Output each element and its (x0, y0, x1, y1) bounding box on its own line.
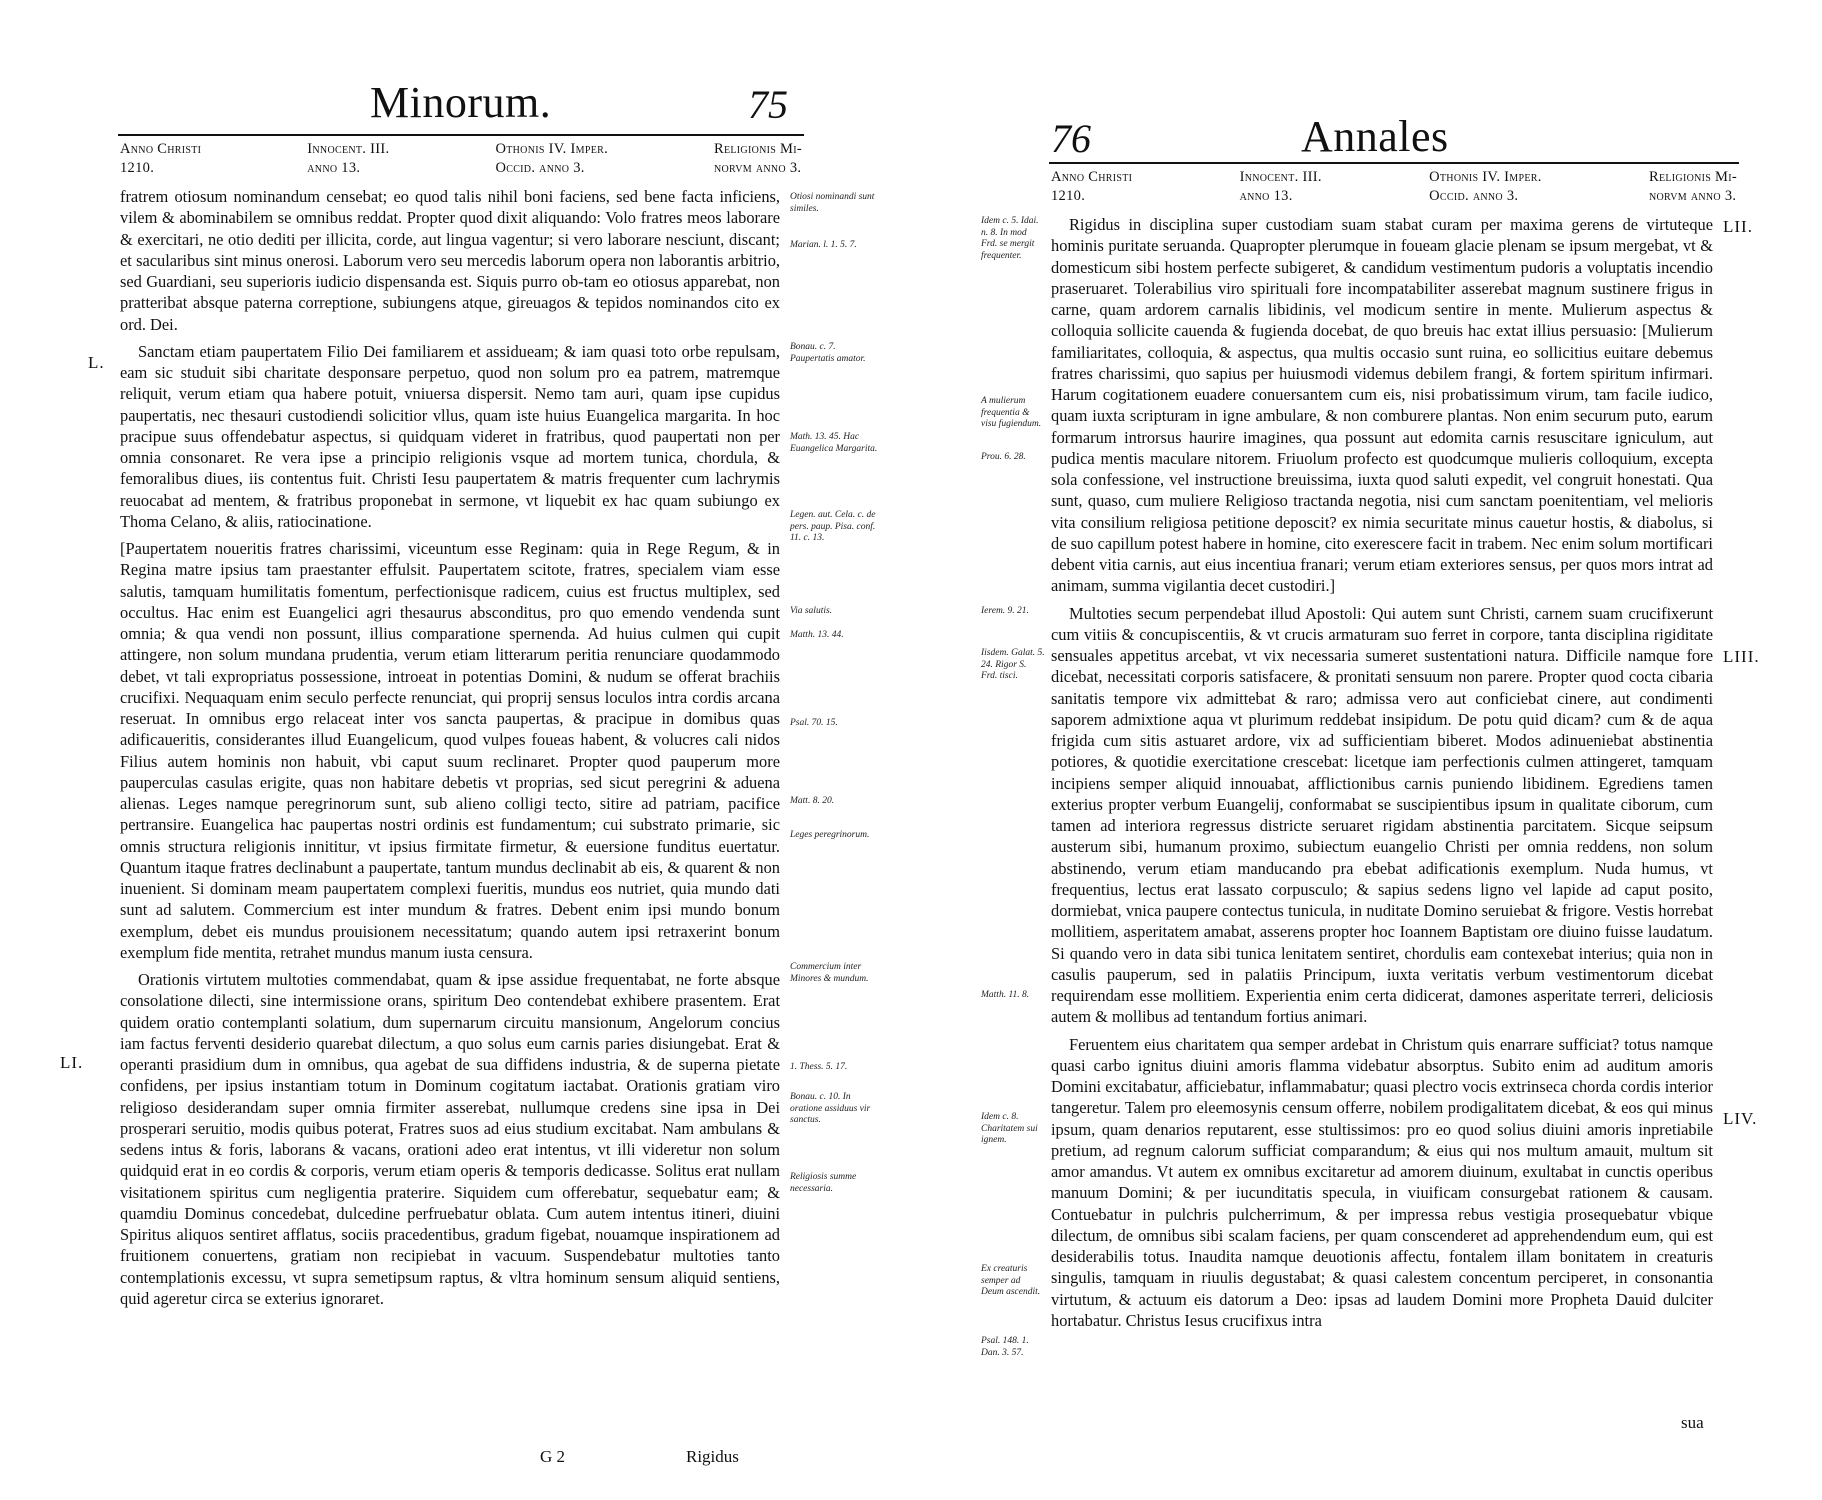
section-number: L. (88, 353, 105, 372)
margin-note: Idem c. 5. Idai. n. 8. In mod Frd. se mergit frequenter. (981, 216, 1039, 261)
paragraph: Orationis virtutem multoties commendabat, quam & ipse assidue frequentabat, ne forte absque consolatione dilecti, sine intermissione orans, spiritum Deo contendebat exhibere prasentem. Erat quidem oratio contemplanti solatium, dum supernarum circuitu mansionum, Angelorum concius iam factus ferventi desiderio quarebat dilectum, a quo solus eum carnis paries disiungebat. Erat & operanti prasidium dum in omnibus, qua agebat de sua diffidens industria, & de superna pietate confidens, per ipsius instantiam totum in Dominum cogitatum iactabat. Orationis gratiam viro religioso desiderandam super omnia firmiter asserebat, nullumque credens sine ipsa in Dei prosperari seruitio, modis quibus poterat, Fratres suos ad eius studium excitabat. Nam ambulans & sedens intus & foris, laborans & vacans, orationi adeo erat intentus, vt illi videretur non solum quidquid erat in eo cordis & corporis, verum etiam operis & temporis dedicasse. Solitus erat nullam visitationem spiritus cum negligentia praterire. Siquidem cum offerebatur, sequebatur eam; & quamdiu Dominus concedebat, dulcedine perfruebatur oblata. Cum autem intentus itineri, diuini Spiritus aliquos sentiret afflatus, sociis pracedentibus, gradum figebat, nouamque inspirationem ad fruitionem conuertens, gratiam non recipiebat in vacuum. Suspendebatur multoties tanto contemplationis excessu, vt supra semetipsum raptus, & vltra hominum sensum aliquid sentiens, quid ageretur circa se exterius ignoraret. (120, 970, 780, 1308)
paragraph: [Paupertatem noueritis fratres charissimi, viceuntum esse Reginam: quia in Rege Regum, & in Regina matre ipsius tam praestanter effulsit. Paupertatem scitote, fratres, specialem viam esse salutis, tamquam humilitatis fomentum, perfectionisque radicem, cuius est fructus multiplex, sed occultus. Hac enim est Euangelici agri thesaurus absconditus, pro quo emendo vendenda sunt omnia; & qua vendi non possunt, illius comparatione spernenda. Ad huius culmen qui cupit attingere, non solum mundana prudentia, verum etiam litterarum peritia renunciare quodammodo debet, vt tali expropriatus possessione, introeat in potentias Domini, & nudum se offerat brachiis crucifixi. Nequaquam enim seculo perfecte renunciat, qui proprij sensus loculos intra cordis arcana reseruat. In omnibus ergo relaceat inter vos sancta paupertas, & pracipue in domibus quas adificaueritis, considerantes illud Euangelicum, quod vulpes foueas habent, & volucres cali nidos Filius autem hominis non habuit, vbi caput suum reclinaret. Propter quod pauperum more pauperculas casulas erigite, quas non habitare debetis vt proprias, sed sicut peregrini & aduena alienas. Leges namque peregrinorum sunt, sub alieno colligi tecto, sitire ad patriam, pacifice pertransire. Euangelica hac paupertas nostri ordinis est fundamentum; cui substrato primarie, sic omnis structura religionis innititur, vt ipsius firmitate firmetur, & euersione funditus euertatur. Quantum itaque fratres declinabunt a paupertate, tantum mundus declinabit ab eis, & quarent & non inuenient. Si dominam meam paupertatem complexi fueritis, mundus eos nutriet, quia mundo dati sunt ad salutem. Commercium est inter mundum & fratres. Debent enim ipsi mundo bonum exemplum, debet eis mundus prouisionem necessitatum; quando autem ipsi retraxerint bonum exemplum fide mentita, retrahet mundus manum iusta censura. (120, 539, 780, 962)
margin-note: Math. 13. 45. Hac Euangelica Margarita. (790, 432, 878, 454)
margin-note: Marian. l. 1. 5. 7. (790, 240, 857, 250)
margin-note: Leges peregrinorum. (790, 830, 870, 840)
margin-note: Religiosis summe necessaria. (790, 1172, 857, 1194)
margin-note: Via salutis. (790, 606, 833, 616)
margin-note: Commercium inter Minores & mundum. (790, 962, 869, 984)
footer-signature: G 2 (540, 1447, 566, 1466)
paragraph: Rigidus in disciplina super custodiam suam stabat curam per maxima gerens de virtuteque hominis puritate seruanda. Quapropter plerumque in foueam glacie plenam se ipsum mergebat, vt & domesticum sibi hostem perfecte subigeret, & candidum vestimentum pudoris a voluptatis incendio praseruaret. Tolerabilius viro spirituali fore incompatabiliter asserebat magnum sustinere frigus in carne, quam ardorem carnalis libidinis, vel modicum sentire in mente. Mulierum aspectus & colloquia sollicite cauenda & fugienda docebat, de quo breuis hac extat illius persuasio: [Mulierum familiaritates, colloquia, & aspectus, qua multis occasio sunt ruina, eo sollicitius euitare debemus fratres charissimi, quo sapius per huiusmodi videmus debilem frangi, & fortem spiritum infirmari. Harum cogitationem euadere conuersantem cum eis, nisi probatissimum virum, tam facile iudico, quam iuxta scripturam in igne ambulare, & non comburere plantas. Non enim securum puto, earum formarum introrsus haurire imagines, qua possunt aut edomita carnis resuscitare igniculum, aut pudica mentis maculare nitorem. Friuolum profecto est quodcumque mulieris colloquium, excepta sola confessione, vel instructione breuissima, iuxta quod saluti expedit, vel congruit honestati. Qua sunt, quaso, cum muliere Religioso tractanda negotia, nisi cum sanctam poenitentiam, vel melioris vita consilium religiosa petitione deposcit? ex nimia securitate minus cauetur hostis, & diabolus, si de suo capillum potest habere in homine, cito exerescere facit in trabem. Nec enim solum mortificari debent vitia carnis, aut eius incentiua franari; verum etiam exteriores sensus, per quos mors intrat ad animam, summa vigilantia decet custodiri.] (1051, 215, 1713, 596)
margin-note: Bonau. c. 10. In oratione assiduus vir sanctus. (790, 1092, 871, 1125)
header-row (120, 140, 802, 178)
margin-note: Matth. 11. 8. (981, 990, 1030, 1000)
footer-catchword: Rigidus (686, 1447, 739, 1466)
margin-note: Ex creaturis semper ad Deum ascendit. (981, 1264, 1041, 1297)
paragraph: Sanctam etiam paupertatem Filio Dei familiarem et assidueam; & iam quasi toto orbe repulsam, eam sic studuit sibi charitate desponsare perpetuo, quod non solum pro ea patrem, matremque reliquit, verum etiam qua habere potuit, vniuersa dispersit. Nemo tam auri, quam ipse cupidus paupertatis, nec thesauri custodiendi solicitior vllus, quam iste huius Euangelica margarita. In hoc pracipue suus offendebatur aspectus, si quidquam videret in fratribus, quod paupertati non per omnia consonaret. Re vera ipse a principio religionis vsque ad mortem tunica, chordula, & femoralibus diues, iis contentus fuit. Christi Iesu paupertatem & matris frequenter cum lachrymis reuocabat ad mentem, & fratribus proponebat in sermone, vt liquebit ex hac quam subiungo ex Thoma Celano, & aliis, ratiocinatione. (120, 341, 780, 531)
header-rule (1049, 162, 1739, 164)
header-pope: Innocent. III. anno 13. (307, 141, 390, 176)
left-text-column (120, 186, 780, 1309)
paragraph: Feruentem eius charitatem qua semper ardebat in Christum quis enarrare sufficiat? totus namque quasi carbo ignitus diuini amoris flamma videbatur absorptus. Subito enim ad auditum amoris Domini excitabatur, afficiebatur, inflammabatur; quasi plectro vocis extrinseca chorda cordis interior tangeretur. Talem pro eleemosynis censum offerre, nobilem prodigalitatem dicebat, & eos qui minus ipsum, quam denarios reputarent, esse stultissimos: pro eo quod solius diuini amoris inpretiabile pretium, ad regnum calorum sufficiat comparandum; & eius qui nos multum amauit, multum sit amor amandus. Vt autem ex omnibus excitaretur ad amorem diuinum, exultabat in cunctis operibus manuum Domini; & per iucunditatis specula, in viuificam consurgebat rationem & causam. Contuebatur in pulchris pulcherrimum, & per impressa rebus vestigia prosequebatur vbique dilectum, de omnibus sibi scalam faciens, per quam conscenderet ad apprehendendum eum, qui est desiderabilis totus. Inaudita namque deuotionis affectu, fontalem illam bonitatem in creaturis singulis, tamquam in riuulis degustabat; & quasi calestem concentum perciperet, in consonantia virtutum, & actuum eis datorum a Deo: ipsas ad laudem Domini more Propheta Dauid dulciter hortabatur. Christus Iesus crucifixus intra (1051, 1034, 1713, 1330)
header-pope: Innocent. III. anno 13. (1239, 169, 1322, 204)
margin-note: Matth. 13. 44. (790, 630, 844, 640)
margin-note: Psal. 148. 1. Dan. 3. 57. (981, 1336, 1029, 1358)
header-emperor: Othonis IV. Imper. Occid. anno 3. (1429, 169, 1542, 204)
margin-note: Bonau. c. 7. Paupertatis amator. (790, 342, 866, 364)
section-number: LIII. (1723, 647, 1760, 666)
paragraph: fratrem otiosum nominandum censebat; eo quod talis nihil boni faciens, sed bene facta inficiens, vilem & abominabilem se omnibus reddat. Propter quod dixit aliquando: Volo fratres meos laborare & exercitari, ne otio dediti per illicita, corde, aut lingua vagentur; si vero laborare nesciunt, discant; et sacularibus sint minus onerosi. Laborum vero seu mercedis laborum opera non laborantis arbitrio, sed Guardiani, seu superioris iudicio dispensanda est. Siquis purro ob-tam eo otiosus apparebat, non pratteribat absque paterna correptione, subiungens atque, gireuagos & tepidos nominandos cito ex ord. Dei. (120, 187, 780, 334)
header-anno-christi: Anno Christi 1210. (120, 141, 202, 176)
header-anno-christi: Anno Christi 1210. (1051, 169, 1133, 204)
page-number: 76 (1051, 116, 1091, 161)
paragraph: Multoties secum perpendebat illud Apostoli: Qui autem sunt Christi, carnem suam crucifixerunt cum vitiis & concupiscentiis, & vt crucis armaturam suo ferret in corpore, tanta disciplina rigiditate sensuales appetitus arcebat, vt vix necessaria sumeret sustentationi natura. Difficile namque fore dicebat, necessitati corporis satisfacere, & pronitati sensuum non parere. Propter quod cocta cibaria sanitatis tempore vix admittebat & raro; admissa vero aut conficiebat cinere, aut condimenti saporem admixtione aqua vt plurimum reddebat insipidum. De potu quid dicam? cum & de aqua frigida cum sitis astuaret ardore, vix ad sufficientiam biberet. Modos adinueniebat abstinentia potiores, & quotidie exercitatione crescebat: licetque iam perfectionis culmen attingeret, tamquam incipiens semper aliquid innouabat, afflictionibus carnis puniendo libidinem. Egrediens tamen exterius propter verbum Euangelij, conformabat se suscipientibus ipsum in qualitate ciborum, cum tamen ad interiora regressus districte seruaret rigidam abstinentia parcitatem. Sicque seipsum austerum sibi, humanum proximo, subiectum euangelio Christi per omnia reddens, non solum abstinendo, verum etiam manducando pra ebebat adificationis exemplum. Nuda humus, vt frequentius, lectus erat lassato corpusculo; & sapius sedens ligno vel lapide ad caput posito, dormiebat, vnica paupere contectus tunicula, in nuditate Domino seruiebat & frigore. Vestis horrebat mollitiem, asperitatem amabat, asserens propter hoc Ioannem Baptistam ore diuino fuisse laudatum. Si quando vero in data sibi tunica lenitatem sentiret, chordulis eam contexebat interius; quia non in casulis pauperum, sed in palatiis Principum, iuxta veritatis verbum vestimentorum dicebat requirendam esse mollitiem. Experientia enim certa didicerat, damones asperitate terreri, deliciosis autem & mollibus ad tentandum fortius animari. (1051, 603, 1713, 1027)
right-page (911, 0, 1822, 1500)
header-religion: Religionis Mi- norvm anno 3. (1649, 169, 1737, 204)
footer-catchword: sua (1681, 1413, 1704, 1432)
margin-note: A mulierum frequentia & visu fugiendum. (981, 396, 1042, 429)
section-number: LI. (60, 1053, 84, 1072)
header-row (1051, 168, 1737, 206)
margin-note: Legen. aut. Cela. c. de pers. paup. Pisa. conf. 11. c. 13. (790, 510, 876, 543)
margin-note: Idem c. 8. Charitatem sui ignem. (981, 1112, 1038, 1145)
margin-note: Psal. 70. 15. (790, 718, 838, 728)
header-rule (118, 134, 804, 136)
margin-note: 1. Thess. 5. 17. (790, 1062, 848, 1072)
margin-note: Matt. 8. 20. (790, 796, 835, 806)
right-text-column (1051, 214, 1713, 1331)
margin-note: Iisdem. Galat. 5. 24. Rigor S. Frd. tisci. (981, 648, 1045, 681)
section-number: LIV. (1723, 1109, 1758, 1128)
running-title: Annales (1301, 112, 1449, 161)
header-religion: Religionis Mi- norvm anno 3. (714, 141, 802, 176)
margin-note: Prou. 6. 28. (981, 452, 1026, 462)
margin-note: Ierem. 9. 21. (981, 606, 1029, 616)
section-number: LII. (1723, 217, 1753, 236)
margin-note: Otiosi nominandi sunt similes. (790, 192, 875, 214)
running-title: Minorum. (370, 78, 552, 127)
page-number: 75 (748, 82, 788, 127)
header-emperor: Othonis IV. Imper. Occid. anno 3. (495, 141, 608, 176)
